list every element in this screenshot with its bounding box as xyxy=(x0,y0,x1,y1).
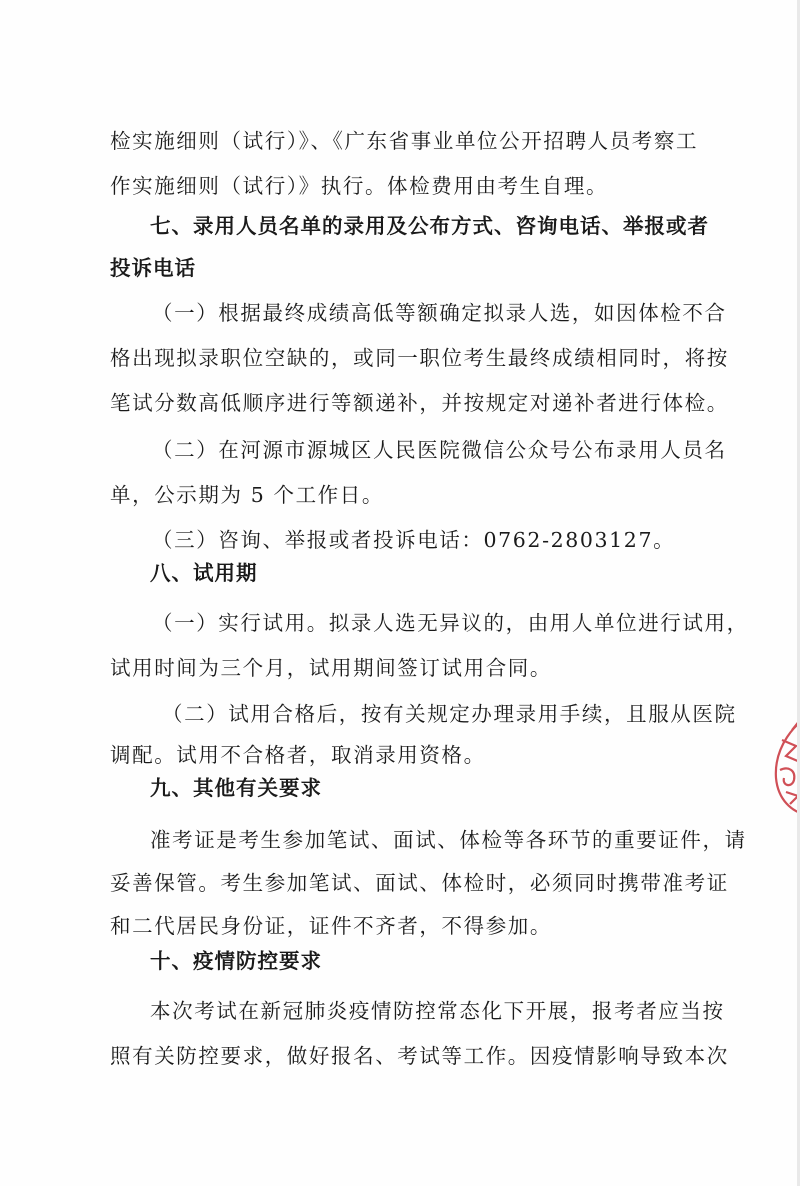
body-text-line: 格出现拟录职位空缺的，或同一职位考生最终成绩相同时，将按 xyxy=(110,346,729,370)
body-text-line: 本次考试在新冠肺炎疫情防控常态化下开展，报考者应当按 xyxy=(150,999,725,1023)
section-heading-9: 九、其他有关要求 xyxy=(150,776,322,800)
section-heading-7: 七、录用人员名单的录用及公布方式、咨询电话、举报或者 xyxy=(150,214,709,238)
contact-phone-line: （三）咨询、举报或者投诉电话：0762-2803127。 xyxy=(152,528,676,552)
red-seal-stamp-icon xyxy=(762,700,800,820)
body-text-line: 照有关防控要求，做好报名、考试等工作。因疫情影响导致本次 xyxy=(110,1044,729,1068)
body-text-line: （一）根据最终成绩高低等额确定拟录人选，如因体检不合 xyxy=(152,301,727,325)
body-text-line: （一）实行试用。拟录人选无异议的，由用人单位进行试用， xyxy=(152,611,749,635)
body-text-line: 单，公示期为 5 个工作日。 xyxy=(110,483,384,507)
section-heading-10: 十、疫情防控要求 xyxy=(150,949,322,973)
body-text-line: 准考证是考生参加笔试、面试、体检等各环节的重要证件，请 xyxy=(150,828,747,852)
body-text-line: （二）在河源市源城区人民医院微信公众号公布录用人员名 xyxy=(152,438,727,462)
body-text-line: 妥善保管。考生参加笔试、面试、体检时，必须同时携带准考证 xyxy=(110,871,729,895)
body-text-line: 作实施细则（试行）》执行。体检费用由考生自理。 xyxy=(110,174,609,198)
section-heading-7-cont: 投诉电话 xyxy=(110,256,196,280)
body-text-line: （二）试用合格后，按有关规定办理录用手续，且服从医院 xyxy=(162,702,737,726)
section-heading-8: 八、试用期 xyxy=(150,561,258,585)
body-text-line: 笔试分数高低顺序进行等额递补，并按规定对递补者进行体检。 xyxy=(110,391,729,415)
body-text-line: 和二代居民身份证，证件不齐者，不得参加。 xyxy=(110,914,552,938)
body-text-line: 调配。试用不合格者，取消录用资格。 xyxy=(110,743,486,767)
body-text-line: 试用时间为三个月，试用期间签订试用合同。 xyxy=(110,656,552,680)
body-text-line: 检实施细则（试行）》、《广东省事业单位公开招聘人员考察工 xyxy=(110,129,699,153)
